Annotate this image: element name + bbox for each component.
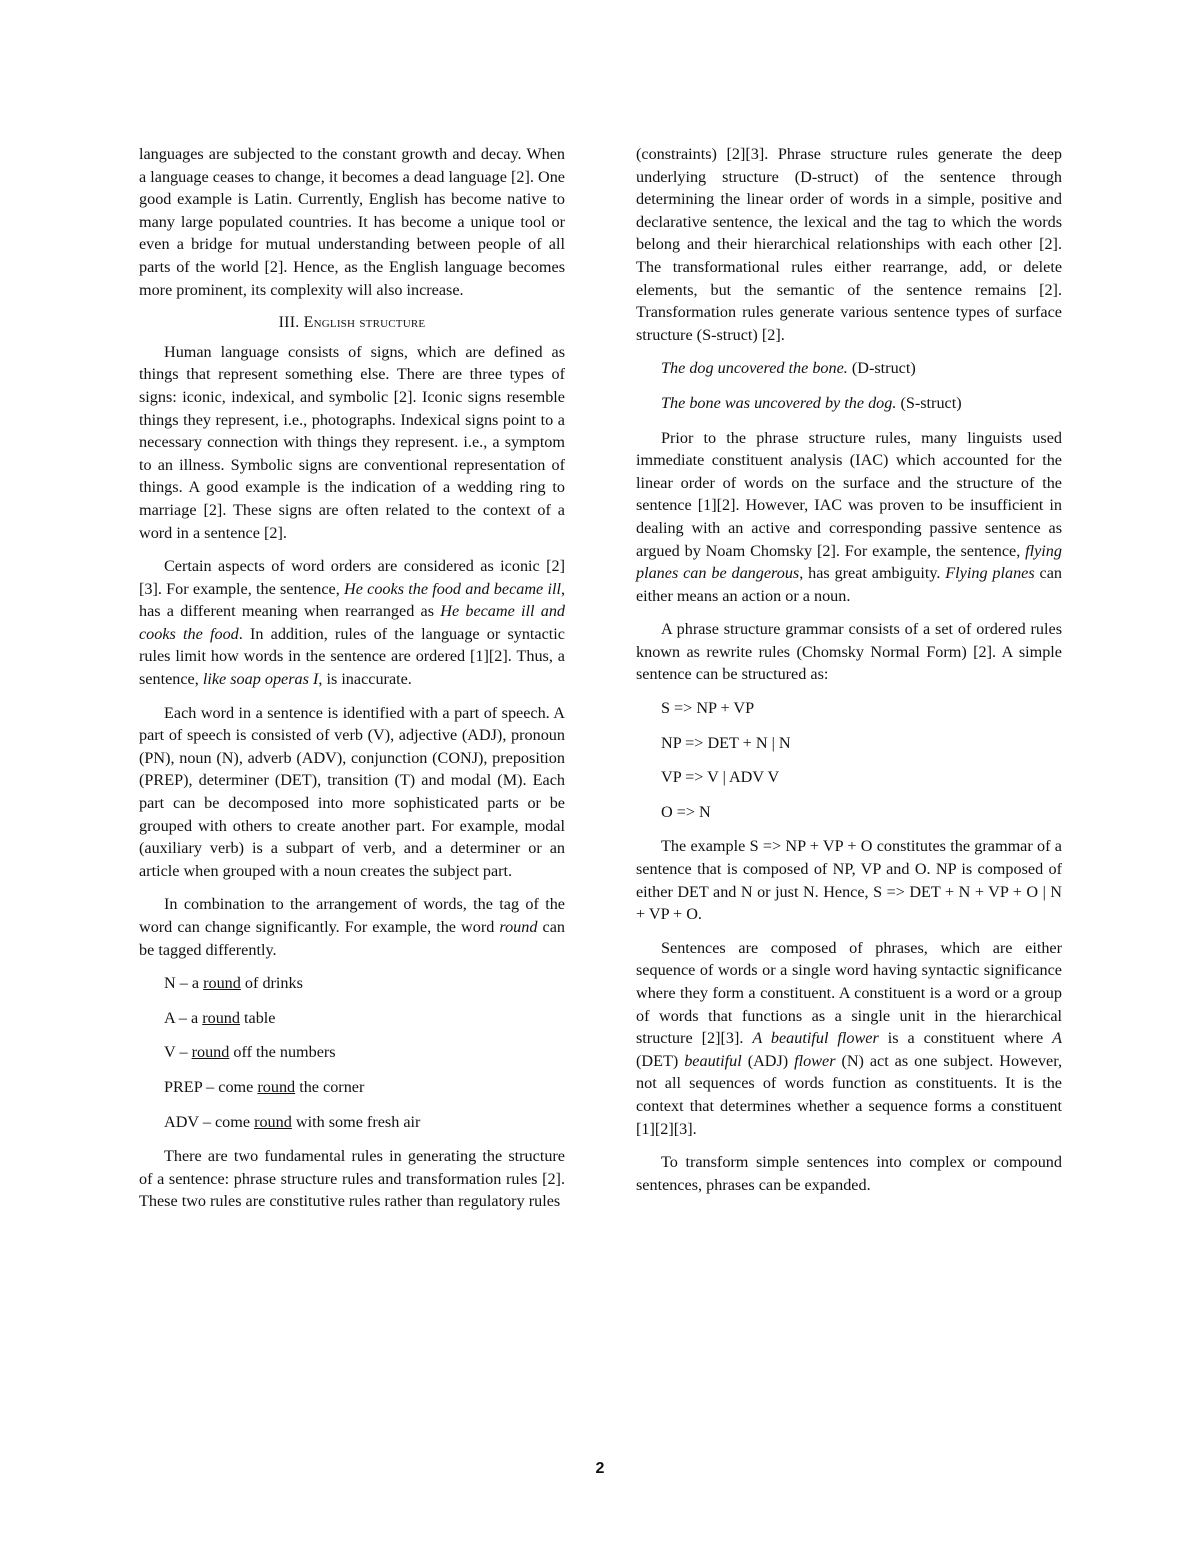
- section-heading: III. English structure: [278, 314, 426, 332]
- right-column: [636, 143, 1062, 1207]
- paragraph: languages are subjected to the constant growth and decay. When a language ceases to change, it becomes a dead language [2]. One good example is Latin. Currently, English has become native to many large populated countries. It has become a unique tool or even a bridge for mutual understanding between people of all parts of the world [2]. Hence, as the English language becomes more prominent, its complexity will also increase.: [139, 145, 565, 299]
- tag-example: PREP – come round the corner: [164, 1077, 365, 1096]
- rewrite-rule: NP => DET + N | N: [661, 733, 791, 752]
- paragraph: (constraints) [2][3]. Phrase structure rules generate the deep underlying structure (D-struct) of the sentence through determining the linear order of words in a simple, positive and declarative sentence, the lexical and the tag to which the words belong and their hierarchical relationships with each other [2]. The transformational rules either rearrange, add, or delete elements, but the semantic of the sentence remains [2]. Transformation rules generate various sentence types of surface structure (S-struct) [2].: [636, 145, 1062, 344]
- paragraph: Sentences are composed of phrases, which are either sequence of words or a single word having syntactic significance where they form a constituent. A constituent is a word or a group of words that functions as a single unit in the hierarchical structure [2][3]. A beautiful flower is a constituent where A (DET) beautiful (ADJ) flower (N) act as one subject. However, not all sequences of words function as constituents. It is the context that determines whether a sequence forms a constituent [1][2][3].: [636, 938, 1063, 1138]
- paragraph: Prior to the phrase structure rules, many linguists used immediate constituent analysis (IAC) which accounted for the linear order of words on the surface and the structure of the sentence [1][2]. However, IAC was proven to be insufficient in dealing with an active and corresponding passive sentence as argued by Noam Chomsky [2]. For example, the sentence, flying planes can be dangerous, has great ambiguity. Flying planes can either means an action or a noun.: [636, 428, 1062, 605]
- paragraph: In combination to the arrangement of words, the tag of the word can change significantly. For example, the word round can be tagged differently.: [139, 895, 565, 959]
- left-column: [139, 143, 565, 1224]
- paragraph: To transform simple sentences into complex or compound sentences, phrases can be expanded.: [636, 1153, 1062, 1194]
- paragraph: There are two fundamental rules in generating the structure of a sentence: phrase structure rules and transformation rules [2]. These two rules are constitutive rules rather than regulatory rules: [139, 1147, 565, 1211]
- paragraph: The example S => NP + VP + O constitutes the grammar of a sentence that is composed of NP, VP and O. NP is composed of either DET and N or just N. Hence, S => DET + N + VP + O | N + VP + O.: [636, 837, 1062, 924]
- structure-example: The dog uncovered the bone. (D-struct): [661, 359, 916, 378]
- paragraph: Human language consists of signs, which are defined as things that represent something else. There are three types of signs: iconic, indexical, and symbolic [2]. Iconic signs resemble things they represent, i.e., photographs. Indexical signs point to a necessary connection with things they represent. i.e., a symptom to an illness. Symbolic signs are conventional representation of things. A good example is the indication of a wedding ring to marriage [2]. These signs are often related to the context of a word in a sentence [2].: [139, 342, 565, 542]
- rewrite-rule: O => N: [661, 802, 711, 821]
- tag-example: ADV – come round with some fresh air: [164, 1112, 421, 1131]
- rewrite-rule: S => NP + VP: [661, 699, 755, 718]
- paragraph: A phrase structure grammar consists of a set of ordered rules known as rewrite rules (Chomsky Normal Form) [2]. A simple sentence can be structured as:: [636, 620, 1062, 684]
- tag-example: A – a round table: [164, 1008, 276, 1027]
- page-number: 2: [595, 1460, 605, 1477]
- tag-example: N – a round of drinks: [164, 974, 303, 993]
- paragraph: Certain aspects of word orders are considered as iconic [2][3]. For example, the sentence, He cooks the food and became ill, has a different meaning when rearranged as He became ill and cooks the food. In addition, rules of the language or syntactic rules limit how words in the sentence are ordered [1][2]. Thus, a sentence, like soap operas I, is inaccurate.: [139, 557, 566, 689]
- paragraph: Each word in a sentence is identified with a part of speech. A part of speech is consisted of verb (V), adjective (ADJ), pronoun (PN), noun (N), adverb (ADV), conjunction (CONJ), preposition (PREP), determiner (DET), transition (T) and modal (M). Each part can be decomposed into more sophisticated parts or be grouped with others to create another part. For example, modal (auxiliary verb) is a subpart of verb, and a determiner or an article when grouped with a noun creates the subject part.: [139, 703, 565, 880]
- rewrite-rule: VP => V | ADV V: [661, 768, 780, 787]
- structure-example: The bone was uncovered by the dog. (S-struct): [661, 393, 962, 412]
- tag-example: V – round off the numbers: [164, 1043, 336, 1062]
